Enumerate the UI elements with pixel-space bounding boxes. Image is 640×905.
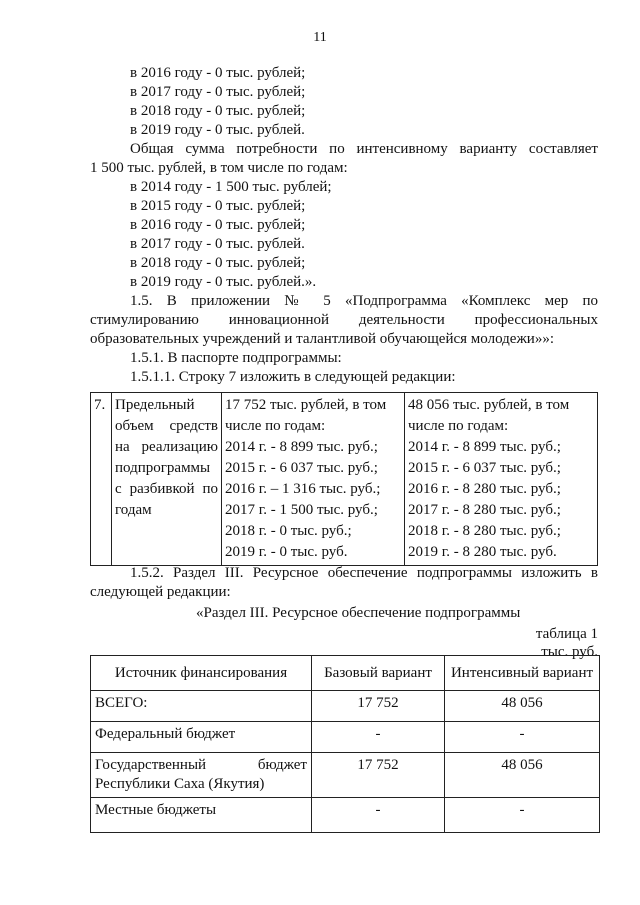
header-intensive: Интенсивный вариант <box>445 656 600 691</box>
text-line: в 2019 году - 0 тыс. рублей. <box>130 122 305 138</box>
table-row: Местные бюджеты - - <box>91 798 600 833</box>
section-title: «Раздел III. Ресурсное обеспечение подпрограммы <box>196 605 521 621</box>
text-line: в 2014 году - 1 500 тыс. рублей; <box>130 179 332 195</box>
intensive-variant-cell: 48 056 тыс. рублей, в том числе по годам: 2014 г. - 8 899 тыс. руб.; 2015 г. - 6 037 тыс. руб.; 2016 г. - 8 280 тыс. руб.; 2017 г. - 8 280 тыс. руб.; 2018 г. - 8 280 тыс. руб.; 2019 г. - 8 280 тыс. руб. <box>405 393 598 566</box>
text-line: в 2019 году - 0 тыс. рублей.». <box>130 274 317 290</box>
table-label: таблица 1 <box>535 626 598 642</box>
table-header-row <box>91 656 600 691</box>
paragraph-line: 1.5. В приложении № 5 «Подпрограмма «Комплекс мер по <box>130 293 598 309</box>
paragraph-line: 1 500 тыс. рублей, в том числе по годам: <box>90 160 348 176</box>
row-number: 7. <box>91 393 112 566</box>
text-line: в 2016 году - 0 тыс. рублей; <box>130 65 306 81</box>
text-line: в 2016 году - 0 тыс. рублей; <box>130 217 306 233</box>
row-name-cell: Предельный объем средств на реализацию подпрограммы с разбивкой по годам <box>112 393 222 566</box>
units-label: тыс. руб. <box>541 644 598 660</box>
text-line: в 2015 году - 0 тыс. рублей; <box>130 198 306 214</box>
header-base: Базовый вариант <box>312 656 445 691</box>
base-variant-cell: 17 752 тыс. рублей, в том числе по годам: 2014 г. - 8 899 тыс. руб.; 2015 г. - 6 037 тыс. руб.; 2016 г. – 1 316 тыс. руб.; 2017 г. - 1 500 тыс. руб.; 2018 г. - 0 тыс. руб.; 2019 г. - 0 тыс. руб. <box>222 393 405 566</box>
resources-table <box>90 655 600 833</box>
paragraph-line: стимулированию инновационной деятельности профессиональных <box>90 312 598 328</box>
text-line: 1.5.1.1. Строку 7 изложить в следующей редакции: <box>130 369 456 385</box>
passport-row-7-table <box>90 392 598 566</box>
text-line: 1.5.1. В паспорте подпрограммы: <box>130 350 342 366</box>
text-line: в 2017 году - 0 тыс. рублей. <box>130 236 305 252</box>
table-row: Федеральный бюджет - - <box>91 722 600 753</box>
paragraph-line: следующей редакции: <box>90 584 231 600</box>
text-line: в 2018 году - 0 тыс. рублей; <box>130 103 306 119</box>
text-line: в 2017 году - 0 тыс. рублей; <box>130 84 306 100</box>
header-source: Источник финансирования <box>91 656 312 691</box>
table-row: ВСЕГО: 17 752 48 056 <box>91 691 600 722</box>
paragraph-line: образовательных учреждений и талантливой обучающейся молодежи»»: <box>90 331 554 347</box>
text-line: в 2018 году - 0 тыс. рублей; <box>130 255 306 271</box>
paragraph-line: Общая сумма потребности по интенсивному варианту составляет <box>130 141 598 157</box>
table-row: Государственный бюджет Республики Саха (Якутия) 17 752 48 056 <box>91 753 600 798</box>
paragraph-line: 1.5.2. Раздел III. Ресурсное обеспечение подпрограммы изложить в <box>130 565 598 581</box>
page-number: 11 <box>313 30 327 45</box>
